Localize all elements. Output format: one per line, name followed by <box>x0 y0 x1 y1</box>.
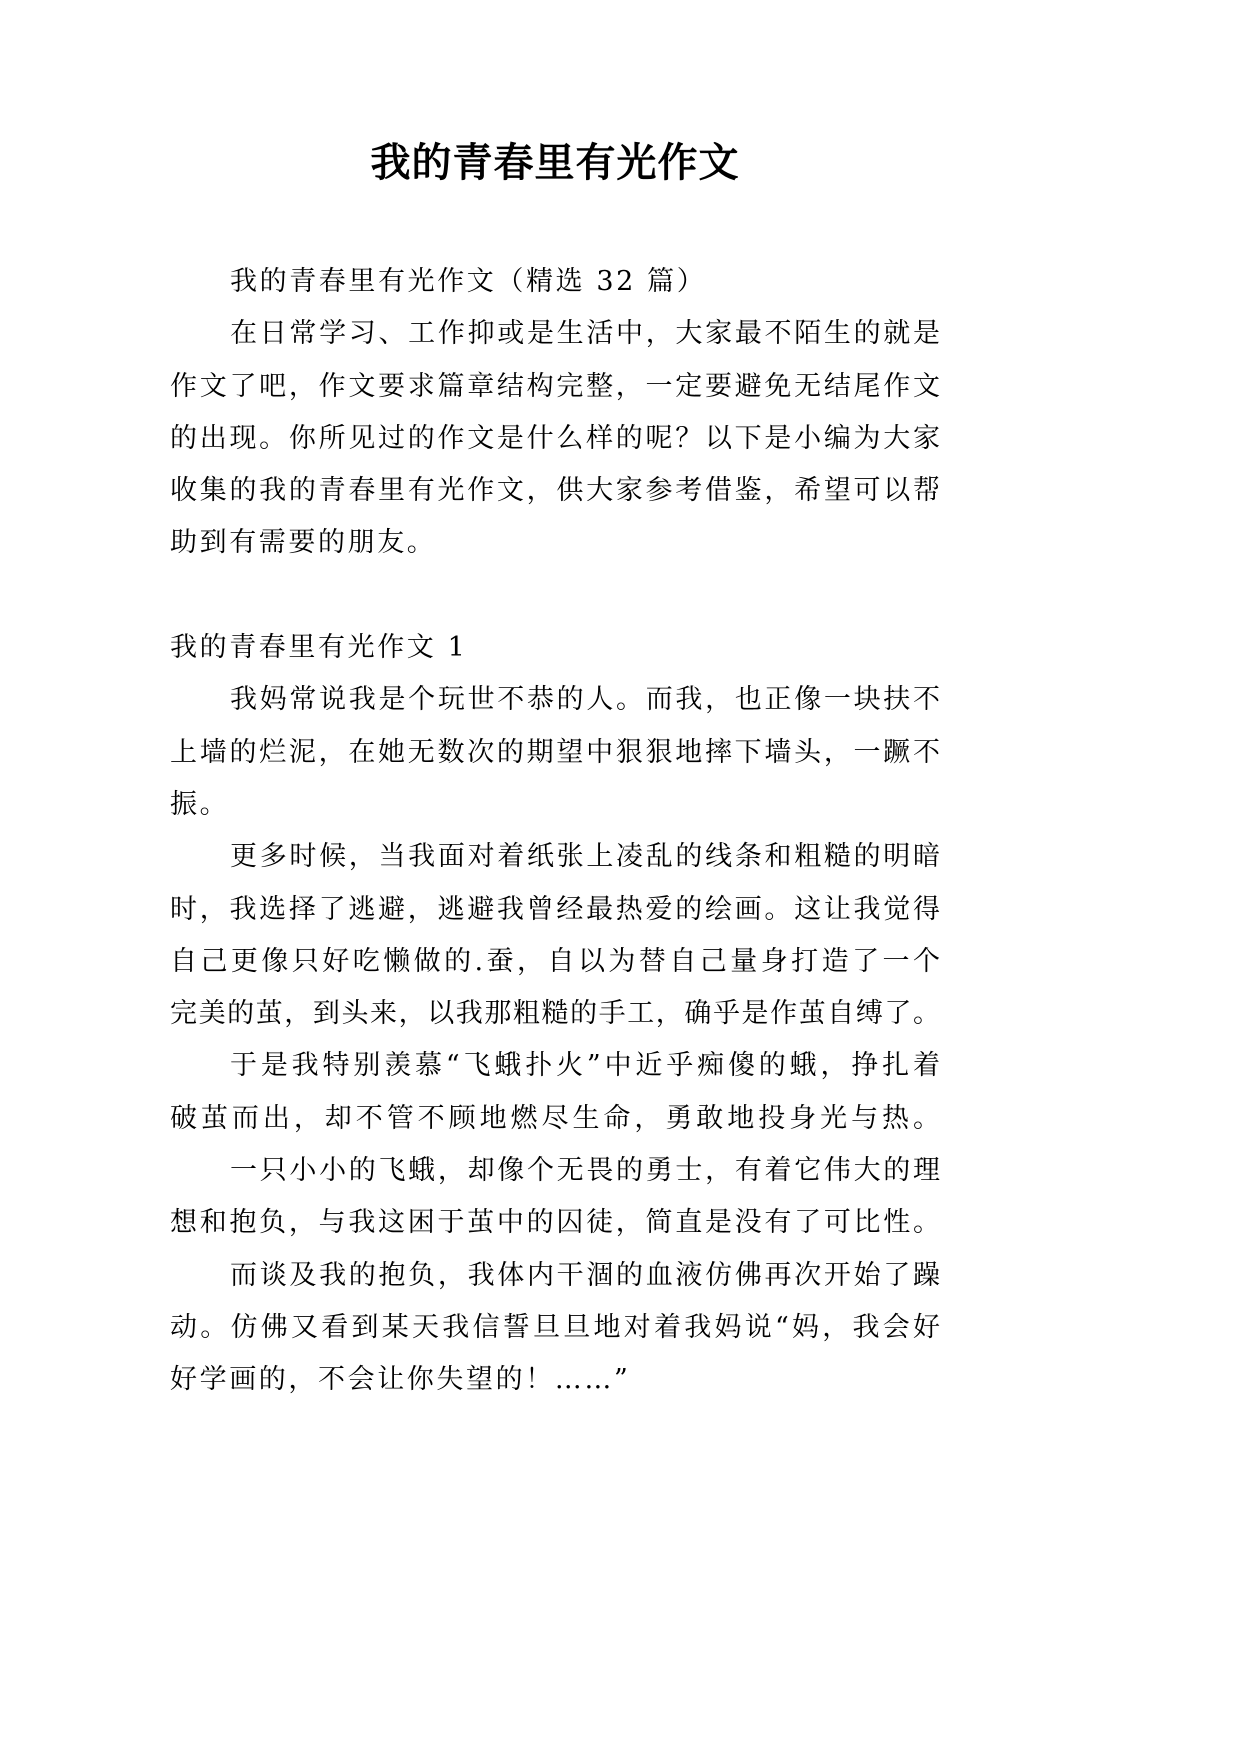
paragraph-line: 在日常学习、工作抑或是生活中，大家最不陌生的就是 <box>230 318 940 350</box>
section-heading: 我的青春里有光作文 1 <box>170 632 468 664</box>
paragraph-line: 助到有需要的朋友。 <box>170 527 437 559</box>
paragraph-line: 更多时候，当我面对着纸张上凌乱的线条和粗糙的明暗 <box>230 841 940 873</box>
body-paragraph <box>170 1040 940 1145</box>
paragraph-line: 于是我特别羡慕“飞蛾扑火”中近乎痴傻的蛾，挣扎着 <box>230 1050 940 1082</box>
paragraph-line: 好学画的，不会让你失望的！……” <box>170 1364 631 1396</box>
blank-line <box>170 570 940 622</box>
paragraph-line: 完美的茧，到头来，以我那粗糙的手工，确乎是作茧自缚了。 <box>170 998 940 1030</box>
paragraph-line: 自己更像只好吃懒做的.蚕，自以为替自己量身打造了一个 <box>170 945 940 977</box>
body-paragraph <box>170 831 940 1040</box>
paragraph-line: 想和抱负，与我这困于茧中的囚徒，简直是没有了可比性。 <box>170 1207 940 1239</box>
body-paragraph <box>170 1250 940 1407</box>
paragraph-line: 破茧而出，却不管不顾地燃尽生命，勇敢地投身光与热。 <box>170 1102 940 1134</box>
paragraph-line: 而谈及我的抱负，我体内干涸的血液仿佛再次开始了躁 <box>230 1259 940 1291</box>
paragraph-line: 的出现。你所见过的作文是什么样的呢？以下是小编为大家 <box>170 422 940 454</box>
body-paragraph <box>170 1145 940 1250</box>
intro-paragraph <box>170 308 940 569</box>
paragraph-line: 作文了吧，作文要求篇章结构完整，一定要避免无结尾作文 <box>170 370 940 402</box>
paragraph-line: 振。 <box>170 788 230 820</box>
body-paragraph <box>170 674 940 831</box>
paragraph-line: 一只小小的飞蛾，却像个无畏的勇士，有着它伟大的理 <box>230 1155 940 1187</box>
paragraph-line: 我妈常说我是个玩世不恭的人。而我，也正像一块扶不 <box>230 684 940 716</box>
paragraph-line: 收集的我的青春里有光作文，供大家参考借鉴，希望可以帮 <box>170 475 940 507</box>
paragraph-line: 动。仿佛又看到某天我信誓旦旦地对着我妈说“妈，我会好 <box>170 1311 940 1343</box>
paragraph-line: 时，我选择了逃避，逃避我曾经最热爱的绘画。这让我觉得 <box>170 893 940 925</box>
document-title: 我的青春里有光作文 <box>370 139 740 186</box>
document-body <box>170 256 940 1407</box>
document-subtitle: 我的青春里有光作文（精选 32 篇） <box>230 266 707 297</box>
paragraph-line: 上墙的烂泥，在她无数次的期望中狠狠地摔下墙头，一蹶不 <box>170 736 940 768</box>
